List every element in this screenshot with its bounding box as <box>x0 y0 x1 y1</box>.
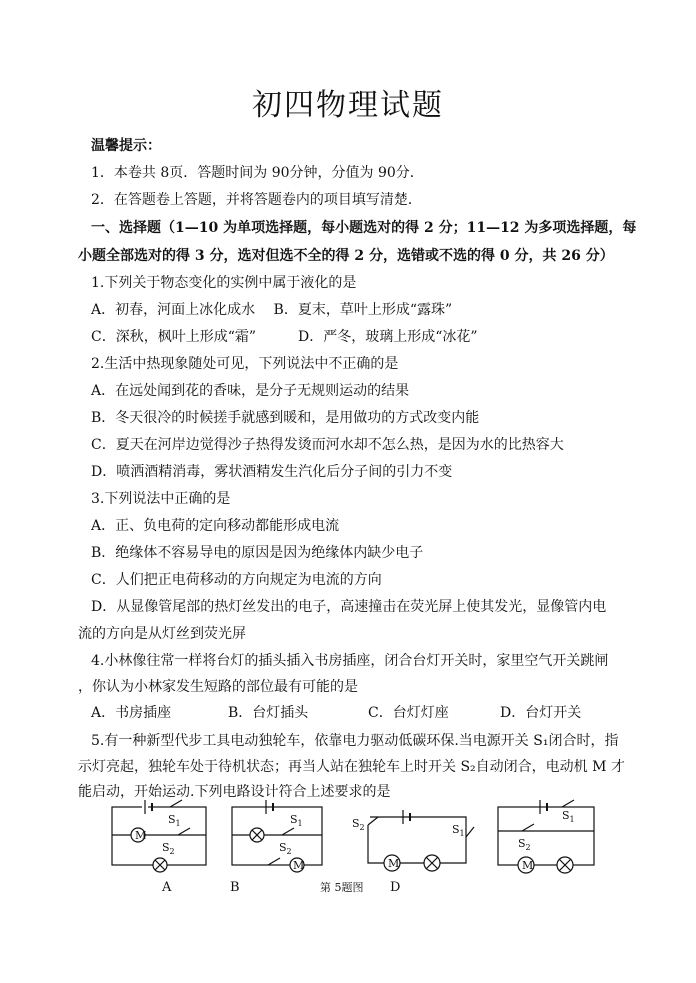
notice-item-2: 2．在答题卷上答题，并将答题卷内的项目填写清楚． <box>91 192 422 208</box>
q2-option-b: B．冬天很冷的时候搓手就感到暖和，是用做功的方式改变内能 <box>91 410 480 426</box>
circuit-d-s1: $S_1$ <box>562 809 575 824</box>
circuit-c <box>368 810 474 871</box>
q3-option-c: C．人们把正电荷移动的方向规定为电流的方向 <box>91 572 382 588</box>
q1-options-row1: A．初春，河面上冰化成水 B．夏末，草叶上形成“露珠” <box>91 302 453 318</box>
q2-option-d: D．喷洒酒精消毒，雾状酒精发生汽化后分子间的引力不变 <box>91 464 453 480</box>
circuit-b-s1: $S_1$ <box>290 813 303 828</box>
q5-stem-line2: 示灯亮起，独轮车处于待机状态；再当人站在独轮车上时开关 S₂自动闭合，电动机 M 才 <box>78 759 625 775</box>
circuit-c-motor-label: M <box>388 857 400 870</box>
q1-options-row2: C．深秋，枫叶上形成“霜” D．严冬，玻璃上形成“冰花” <box>91 329 478 345</box>
circuit-d-s2: $S_2$ <box>518 837 531 852</box>
q4-option-b: B．台灯插头 <box>228 705 309 721</box>
q4-option-d: D．台灯开关 <box>500 705 582 721</box>
q5-circuit-figure <box>0 795 696 915</box>
circuit-a-s1: $S_1$ <box>168 813 181 828</box>
q4-stem-line2: ，你认为小林家发生短路的部位最有可能的是 <box>78 679 358 695</box>
section-heading-line2: 小题全部选对的得 3 分，选对但选不全的得 2 分，选错或不选的得 0 分，共 26 分） <box>78 248 614 264</box>
q3-option-d-line1: D．从显像管尾部的热灯丝发出的电子，高速撞击在荧光屏上使其发光，显像管内电 <box>91 599 607 615</box>
section-heading-line1: 一、选择题（1—10 为单项选择题，每小题选对的得 2 分；11—12 为多项选择题，每 <box>91 220 637 236</box>
circuit-c-s1: $S_1$ <box>452 823 465 838</box>
q5-stem-line1: 5.有一种新型代步工具电动独轮车，依靠电力驱动低碳环保.当电源开关 S₁闭合时，指 <box>91 733 619 749</box>
circuit-d-motor-label: M <box>522 859 534 872</box>
figure-caption: 第 5题图 <box>320 881 364 894</box>
circuit-c-s2: $S_2$ <box>352 817 365 832</box>
q2-stem: 2.生活中热现象随处可见，下列说法中不正确的是 <box>91 356 399 372</box>
circuit-label-a: A <box>162 880 172 895</box>
circuit-label-d: D <box>390 880 401 895</box>
page-title: 初四物理试题 <box>252 88 444 123</box>
circuit-a-motor-label: M <box>135 829 147 842</box>
circuit-b-s2: $S_2$ <box>279 841 292 856</box>
circuit-a <box>112 800 206 872</box>
q4-stem-line1: 4.小林像往常一样将台灯的插头插入书房插座，闭合台灯开关时，家里空气开关跳闸 <box>91 653 609 669</box>
q4-option-c: C．台灯灯座 <box>368 705 449 721</box>
q4-option-a: A．书房插座 <box>91 705 172 721</box>
notice-item-1: 1．本卷共 8页．答题时间为 90分钟，分值为 90分． <box>91 165 424 181</box>
circuit-a-s2: $S_2$ <box>162 841 175 856</box>
circuit-b-motor-label: M <box>293 859 305 872</box>
q3-option-d-line2: 流的方向是从灯丝到荧光屏 <box>78 626 246 642</box>
q2-option-c: C．夏天在河岸边觉得沙子热得发烫而河水却不怎么热，是因为水的比热容大 <box>91 437 564 453</box>
q5-stem-line3: 能启动，开始运动.下列电路设计符合上述要求的是 <box>78 784 391 800</box>
circuit-label-b: B <box>230 880 240 895</box>
notice-heading: 温馨提示： <box>91 138 161 154</box>
q3-option-a: A．正、负电荷的定向移动都能形成电流 <box>91 518 340 534</box>
circuit-d <box>498 800 594 873</box>
q3-stem: 3.下列说法中正确的是 <box>91 491 231 507</box>
q2-option-a: A．在远处闻到花的香味，是分子无规则运动的结果 <box>91 383 410 399</box>
q3-option-b: B．绝缘体不容易导电的原因是因为绝缘体内缺少电子 <box>91 545 424 561</box>
circuit-b <box>232 800 322 872</box>
q1-stem: 1.下列关于物态变化的实例中属于液化的是 <box>91 275 357 291</box>
